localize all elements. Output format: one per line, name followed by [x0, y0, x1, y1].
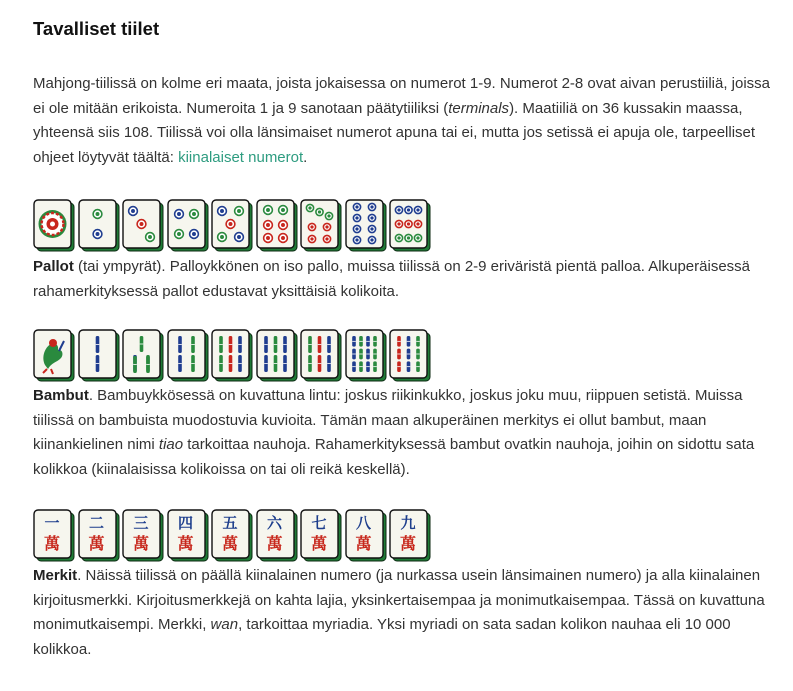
intro-text-1: Mahjong-tiilissä on kolme eri maata, joista jokaisessa on numerot 1-9. Numerot 2-8 ovat aivan perustiiliä, joissa ei ole mitään erikoista. Numeroita 1 ja 9 sanotaan päätytiiliksi (	[33, 75, 771, 117]
characters-paragraph	[33, 564, 783, 662]
balls-tile-3	[122, 199, 164, 252]
balls-tile-2	[78, 199, 120, 252]
intro-text-2: ). Maatiiliä on 36 kussakin maassa, yhteensä siis 108. Tiilissä voi olla länsimaiset numerot apuna tai ei, mutta jos setissä ei apuja ole, tarpeelliset ohjeet löytyvät täältä:	[33, 99, 756, 166]
character-wan: 萬	[355, 534, 372, 553]
bamboo-tile-8	[345, 329, 387, 382]
character-wan: 萬	[177, 534, 194, 553]
bamboo-tile-4	[167, 329, 209, 382]
characters-tile-4	[167, 509, 209, 562]
balls-tile-row	[33, 199, 443, 252]
intro-emphasis: terminals	[448, 99, 510, 117]
bamboo-text-1: . Bambuykkösessä on kuvattuna lintu: joskus riikinkukko, joskus joku muu, riippuen setistä. Muissa tiilissä on bambuista muodostuvia kuvioita. Tämän maan alkuperäinen merkitys ei ollut bambut, maan kiinankielinen nimi	[33, 387, 743, 453]
character-numeral: 七	[311, 514, 327, 532]
character-wan: 萬	[266, 534, 283, 553]
bamboo-tile-9	[389, 329, 431, 382]
balls-text: (tai ympyrät). Palloykkönen on iso pallo, muissa tiilissä on 2-9 eriväristä pientä palloa. Alkuperäisessä rahamerkityksessä pallot edustavat yksittäisiä kolikoita.	[33, 258, 751, 300]
character-numeral: 三	[133, 514, 149, 532]
characters-tile-6	[256, 509, 298, 562]
intro-paragraph	[33, 72, 783, 170]
bamboo-text-2: tarkoittaa nauhoja. Rahamerkityksessä bambut ovatkin nauhoja, joihin on sidottu sata kolikkoa (kiinalaisissa kolikoissa on tai oli reikä keskellä).	[33, 436, 755, 478]
characters-heading: Merkit	[33, 567, 78, 584]
character-wan: 萬	[88, 534, 105, 553]
characters-tile-2	[78, 509, 120, 562]
characters-text-2: , tarkoittaa myriadia. Yksi myriadi on sata sadan kolikon nauhaa eli 10 000 kolikkoa.	[33, 616, 731, 658]
characters-tile-8	[345, 509, 387, 562]
characters-tile-7	[300, 509, 342, 562]
intro-text-3: .	[303, 148, 308, 166]
section-title: Tavalliset tiilet	[33, 18, 160, 39]
bamboo-paragraph	[33, 384, 783, 482]
balls-paragraph	[33, 255, 783, 304]
bamboo-tile-7	[300, 329, 342, 382]
character-wan: 萬	[310, 534, 327, 553]
bamboo-tile-6	[256, 329, 298, 382]
character-numeral: 六	[266, 514, 282, 532]
bamboo-emphasis: tiao	[158, 436, 184, 453]
balls-tile-8	[345, 199, 387, 252]
characters-tile-1	[33, 509, 75, 562]
balls-tile-1	[33, 199, 75, 252]
balls-tile-9	[389, 199, 431, 252]
balls-tile-6	[256, 199, 298, 252]
bamboo-tile-1	[33, 329, 75, 382]
chinese-numbers-link[interactable]: kiinalaiset numerot	[178, 148, 304, 166]
character-wan: 萬	[399, 534, 416, 553]
characters-tile-9	[389, 509, 431, 562]
character-numeral: 九	[400, 514, 416, 532]
character-numeral: 八	[355, 514, 371, 532]
balls-tile-4	[167, 199, 209, 252]
bamboo-tile-row	[33, 329, 443, 382]
characters-tile-5	[211, 509, 253, 562]
bamboo-tile-3	[122, 329, 164, 382]
balls-tile-5	[211, 199, 253, 252]
character-wan: 萬	[221, 534, 238, 553]
bamboo-tile-2	[78, 329, 120, 382]
balls-tile-7	[300, 199, 342, 252]
character-numeral: 五	[222, 514, 238, 532]
characters-tile-row	[33, 509, 443, 562]
character-numeral: 二	[88, 514, 104, 532]
bamboo-tile-5	[211, 329, 253, 382]
character-numeral: 一	[44, 514, 60, 532]
characters-tile-3	[122, 509, 164, 562]
characters-emphasis: wan	[210, 616, 239, 633]
bamboo-heading: Bambut	[33, 387, 89, 404]
characters-text-1: . Näissä tiilissä on päällä kiinalainen numero (ja nurkassa usein länsimainen numero) ja alla kiinalainen kirjoitusmerkki. Kirjoitusmerkkejä on kahta lajia, yksinkertaisempaa ja monimutkaisempaa. Tässä on kuvattuna monimutkaisempi. Merkki,	[33, 567, 765, 633]
balls-heading: Pallot	[33, 258, 74, 275]
character-numeral: 四	[177, 514, 193, 532]
character-wan: 萬	[132, 534, 149, 553]
character-wan: 萬	[43, 534, 60, 553]
